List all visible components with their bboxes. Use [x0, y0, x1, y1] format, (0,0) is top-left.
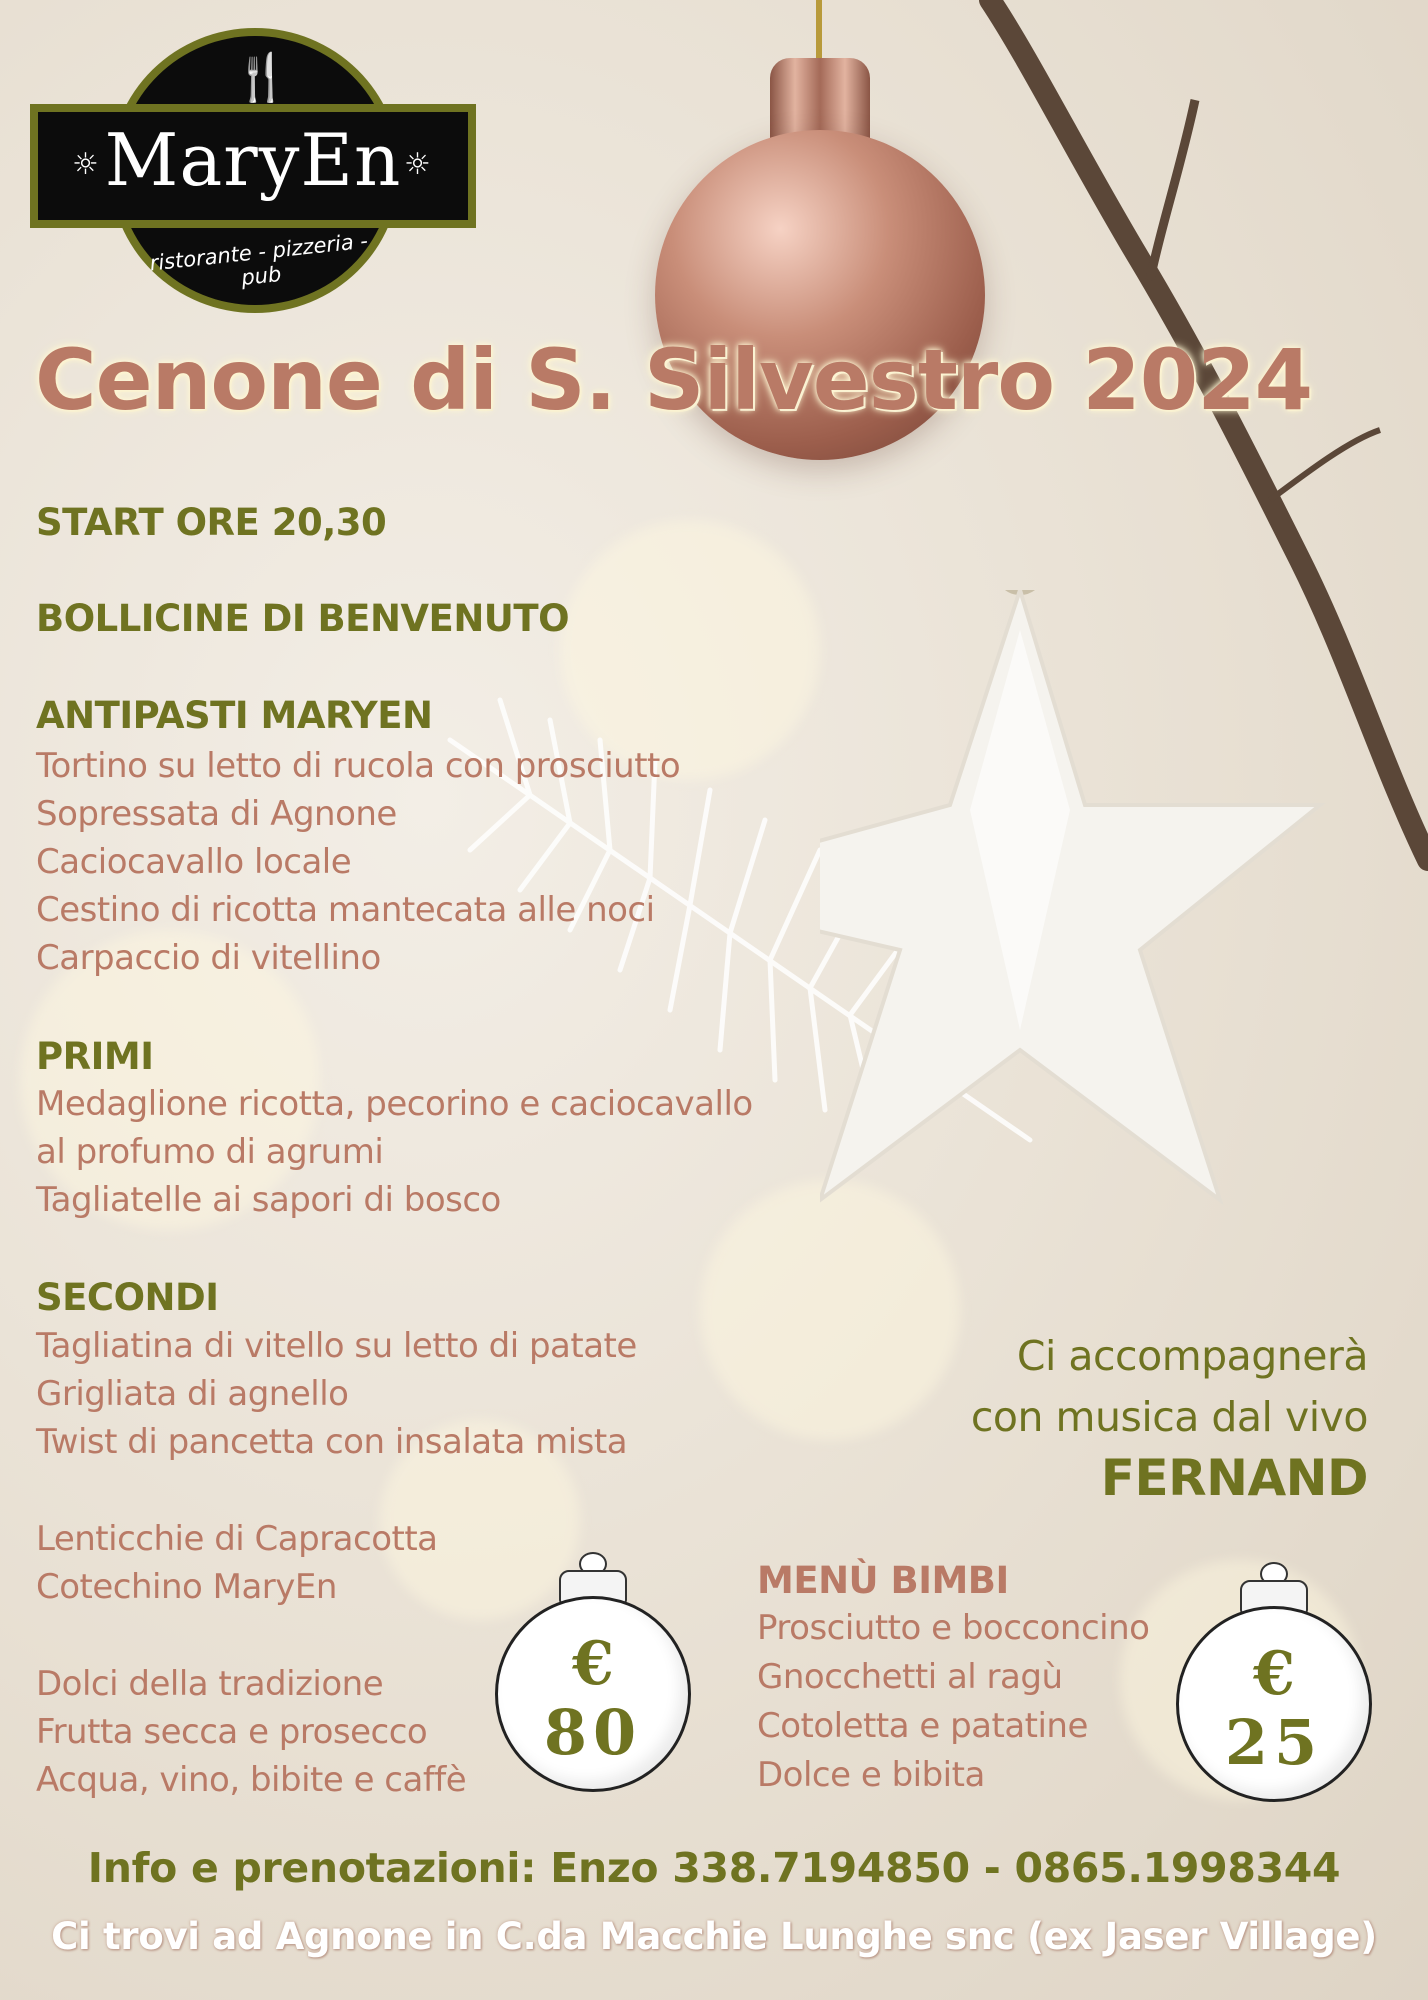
- ornament-string: [816, 0, 822, 62]
- dolci-list: [36, 1660, 466, 1804]
- music-line: con musica dal vivo: [970, 1393, 1368, 1441]
- antipasti-heading: ANTIPASTI MARYEN: [36, 694, 433, 737]
- menu-item: Caciocavallo locale: [36, 842, 352, 882]
- menu-item: Carpaccio di vitellino: [36, 938, 381, 978]
- menu-item: Cotoletta e patatine: [757, 1706, 1088, 1746]
- kids-price: 25: [1224, 1706, 1324, 1779]
- secondi-heading: SECONDI: [36, 1276, 219, 1319]
- cutlery-icon: 🍴: [233, 50, 291, 104]
- menu-item: Twist di pancetta con insalata mista: [36, 1422, 628, 1462]
- menu-item: Dolce e bibita: [757, 1755, 985, 1795]
- logo-name: MaryEn: [104, 118, 402, 202]
- logo-subtitle: ristorante - pizzeria - pub: [148, 228, 369, 290]
- currency-symbol: €: [1253, 1639, 1295, 1709]
- kids-menu-list: [757, 1604, 1149, 1800]
- menu-item: Grigliata di agnello: [36, 1374, 349, 1414]
- music-line: Ci accompagnerà: [1016, 1332, 1368, 1380]
- artist-name: FERNAND: [1100, 1449, 1368, 1507]
- sun-ornament-icon: ☼: [72, 147, 99, 182]
- menu-item: Frutta secca e prosecco: [36, 1712, 428, 1752]
- sun-ornament-icon: ☼: [404, 147, 431, 182]
- primi-heading: PRIMI: [36, 1035, 154, 1078]
- page-title: Cenone di S. Silvestro 2024: [35, 331, 1313, 429]
- menu-item: Tagliatelle ai sapori di bosco: [36, 1180, 501, 1220]
- adult-price-bauble: [495, 1552, 691, 1792]
- menu-item: Lenticchie di Capracotta: [36, 1519, 438, 1559]
- booking-info: Info e prenotazioni: Enzo 338.7194850 - 0865.1998344: [87, 1844, 1341, 1892]
- menu-item: Cestino di ricotta mantecata alle noci: [36, 890, 655, 930]
- menu-item: Acqua, vino, bibite e caffè: [36, 1760, 467, 1800]
- menu-item: Sopressata di Agnone: [36, 794, 397, 834]
- menu-item: Gnocchetti al ragù: [757, 1657, 1063, 1697]
- live-music-note: [971, 1326, 1368, 1509]
- welcome-drink: BOLLICINE DI BENVENUTO: [36, 597, 570, 640]
- restaurant-logo: [30, 28, 480, 313]
- menu-item: al profumo di agrumi: [36, 1132, 384, 1172]
- menu-item: Dolci della tradizione: [36, 1664, 384, 1704]
- menu-item: Cotechino MaryEn: [36, 1567, 337, 1607]
- antipasti-list: [36, 742, 680, 982]
- menu-item: Tagliatina di vitello su letto di patate: [36, 1326, 637, 1366]
- kids-price-bauble: [1176, 1562, 1372, 1802]
- adult-price: 80: [543, 1696, 643, 1769]
- primi-list: [36, 1080, 753, 1224]
- menu-item: Prosciutto e bocconcino: [757, 1608, 1150, 1648]
- start-time: START ORE 20,30: [36, 501, 387, 544]
- kids-menu-heading: MENÙ BIMBI: [757, 1559, 1009, 1602]
- menu-item: Tortino su letto di rucola con prosciutto: [36, 746, 681, 786]
- secondi-list: [36, 1322, 637, 1466]
- address: Ci trovi ad Agnone in C.da Macchie Lunghe snc (ex Jaser Village): [51, 1915, 1377, 1958]
- currency-symbol: €: [572, 1629, 614, 1699]
- white-star-ornament-illustration: [820, 590, 1428, 1290]
- extra-list: [36, 1515, 438, 1611]
- menu-item: Medaglione ricotta, pecorino e caciocavallo: [36, 1084, 753, 1124]
